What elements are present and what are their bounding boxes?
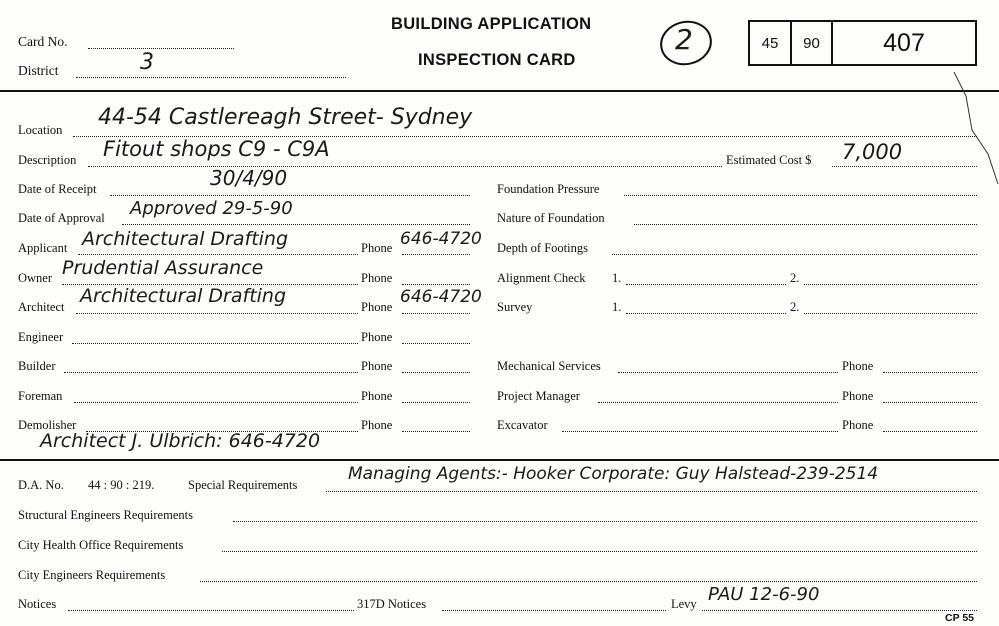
architect-phone-label: Phone <box>361 300 393 314</box>
circled-number: 2 <box>675 23 693 56</box>
district-label: District <box>18 63 59 78</box>
description-label: Description <box>18 153 77 167</box>
levy-label: Levy <box>671 597 697 611</box>
owner-label: Owner <box>18 271 53 285</box>
project-manager-line <box>598 402 838 403</box>
date-of-approval-line <box>122 224 470 225</box>
header-divider <box>0 90 999 92</box>
architect-value: Architectural Drafting <box>80 285 287 307</box>
date-of-receipt-line <box>110 195 470 196</box>
foundation-pressure-label: Foundation Pressure <box>497 182 600 196</box>
foreman-label: Foreman <box>18 389 63 403</box>
applicant-phone-value: 646-4720 <box>400 229 482 249</box>
alignment-check-2-label: 2. <box>790 271 800 285</box>
builder-line <box>64 372 358 373</box>
estimated-cost-value: 7,000 <box>842 140 903 164</box>
city-engineers-label: City Engineers Requirements <box>18 568 166 582</box>
applicant-phone-line <box>402 254 470 255</box>
builder-phone-label: Phone <box>361 359 393 373</box>
estimated-cost-label: Estimated Cost $ <box>726 153 812 167</box>
applicant-value: Architectural Drafting <box>82 228 289 250</box>
alignment-check-2-line <box>804 284 977 285</box>
excavator-phone-line <box>883 431 977 432</box>
architect-phone-line <box>402 313 470 314</box>
foreman-line <box>74 402 358 403</box>
engineer-label: Engineer <box>18 330 64 344</box>
date-of-receipt-label: Date of Receipt <box>18 182 97 196</box>
date-of-receipt-value: 30/4/90 <box>210 166 288 190</box>
architect-line <box>76 313 358 314</box>
city-engineers-line <box>200 581 977 582</box>
engineer-line <box>72 343 358 344</box>
structural-engineers-label: Structural Engineers Requirements <box>18 508 193 522</box>
depth-of-footings-label: Depth of Footings <box>497 241 588 255</box>
nature-of-foundation-line <box>634 224 977 225</box>
estimated-cost-line <box>832 166 977 167</box>
city-health-label: City Health Office Requirements <box>18 538 184 552</box>
circled-number-stamp <box>658 19 714 67</box>
location-label: Location <box>18 123 63 137</box>
survey-2-label: 2. <box>790 300 800 314</box>
lower-divider <box>0 459 999 461</box>
architect-phone-value: 646-4720 <box>400 287 482 307</box>
notices-317d-label: 317D Notices <box>357 597 427 611</box>
card-no-line <box>88 48 234 49</box>
box-card-number: 407 <box>883 28 925 57</box>
da-no-label: D.A. No. <box>18 478 64 492</box>
margin-mark-icon <box>948 66 999 186</box>
nature-of-foundation-label: Nature of Foundation <box>497 211 605 225</box>
notices-label: Notices <box>18 597 57 611</box>
owner-phone-label: Phone <box>361 271 393 285</box>
alignment-check-1-label: 1. <box>612 271 622 285</box>
title-line-1: BUILDING APPLICATION <box>391 15 592 33</box>
demolisher-label: Demolisher <box>18 418 77 432</box>
excavator-label: Excavator <box>497 418 548 432</box>
survey-label: Survey <box>497 300 533 314</box>
excavator-phone-label: Phone <box>842 418 874 432</box>
da-no-value: 44 : 90 : 219. <box>88 478 155 492</box>
foreman-phone-line <box>402 402 470 403</box>
owner-value: Prudential Assurance <box>62 257 264 279</box>
description-line <box>88 166 722 167</box>
date-of-approval-value: Approved 29-5-90 <box>130 198 293 219</box>
mechanical-phone-label: Phone <box>842 359 874 373</box>
special-requirements-label: Special Requirements <box>188 478 298 492</box>
mechanical-services-label: Mechanical Services <box>497 359 601 373</box>
mechanical-services-line <box>618 372 838 373</box>
special-requirements-line <box>326 491 977 492</box>
builder-label: Builder <box>18 359 56 373</box>
structural-engineers-line <box>233 521 977 522</box>
applicant-label: Applicant <box>18 241 68 255</box>
survey-1-label: 1. <box>612 300 622 314</box>
description-value: Fitout shops C9 - C9A <box>103 137 330 161</box>
alignment-check-1-line <box>626 284 786 285</box>
architect-label: Architect <box>18 300 65 314</box>
demolisher-phone-line <box>402 431 470 432</box>
card-number-box <box>748 20 977 66</box>
location-value: 44-54 Castlereagh Street- Sydney <box>98 105 473 130</box>
project-manager-label: Project Manager <box>497 389 580 403</box>
survey-2-line <box>804 313 977 314</box>
owner-phone-line <box>402 284 470 285</box>
box-year: 90 <box>792 22 833 64</box>
levy-value: PAU 12-6-90 <box>708 584 820 605</box>
form-code: CP 55 <box>945 612 974 624</box>
project-manager-phone-line <box>883 402 977 403</box>
architect-note: Architect J. Ulbrich: 646-4720 <box>40 430 321 452</box>
excavator-line <box>562 431 838 432</box>
applicant-line <box>78 254 358 255</box>
project-manager-phone-label: Phone <box>842 389 874 403</box>
depth-of-footings-line <box>612 254 977 255</box>
district-line <box>76 77 346 78</box>
alignment-check-label: Alignment Check <box>497 271 586 285</box>
survey-1-line <box>626 313 786 314</box>
engineer-phone-label: Phone <box>361 330 393 344</box>
notices-317d-line <box>442 610 666 611</box>
applicant-phone-label: Phone <box>361 241 393 255</box>
levy-line <box>702 610 977 611</box>
engineer-phone-line <box>402 343 470 344</box>
demolisher-phone-label: Phone <box>361 418 393 432</box>
date-of-approval-label: Date of Approval <box>18 211 105 225</box>
builder-phone-line <box>402 372 470 373</box>
card-no-label: Card No. <box>18 34 68 49</box>
notices-line <box>68 610 354 611</box>
title-line-2: INSPECTION CARD <box>418 51 576 69</box>
foreman-phone-label: Phone <box>361 389 393 403</box>
box-year-prefix: 45 <box>750 22 792 64</box>
city-health-line <box>222 551 977 552</box>
foundation-pressure-line <box>624 195 977 196</box>
special-requirements-value: Managing Agents:- Hooker Corporate: Guy Halstead-239-2514 <box>348 464 879 484</box>
district-value: 3 <box>140 50 154 75</box>
mechanical-phone-line <box>883 372 977 373</box>
